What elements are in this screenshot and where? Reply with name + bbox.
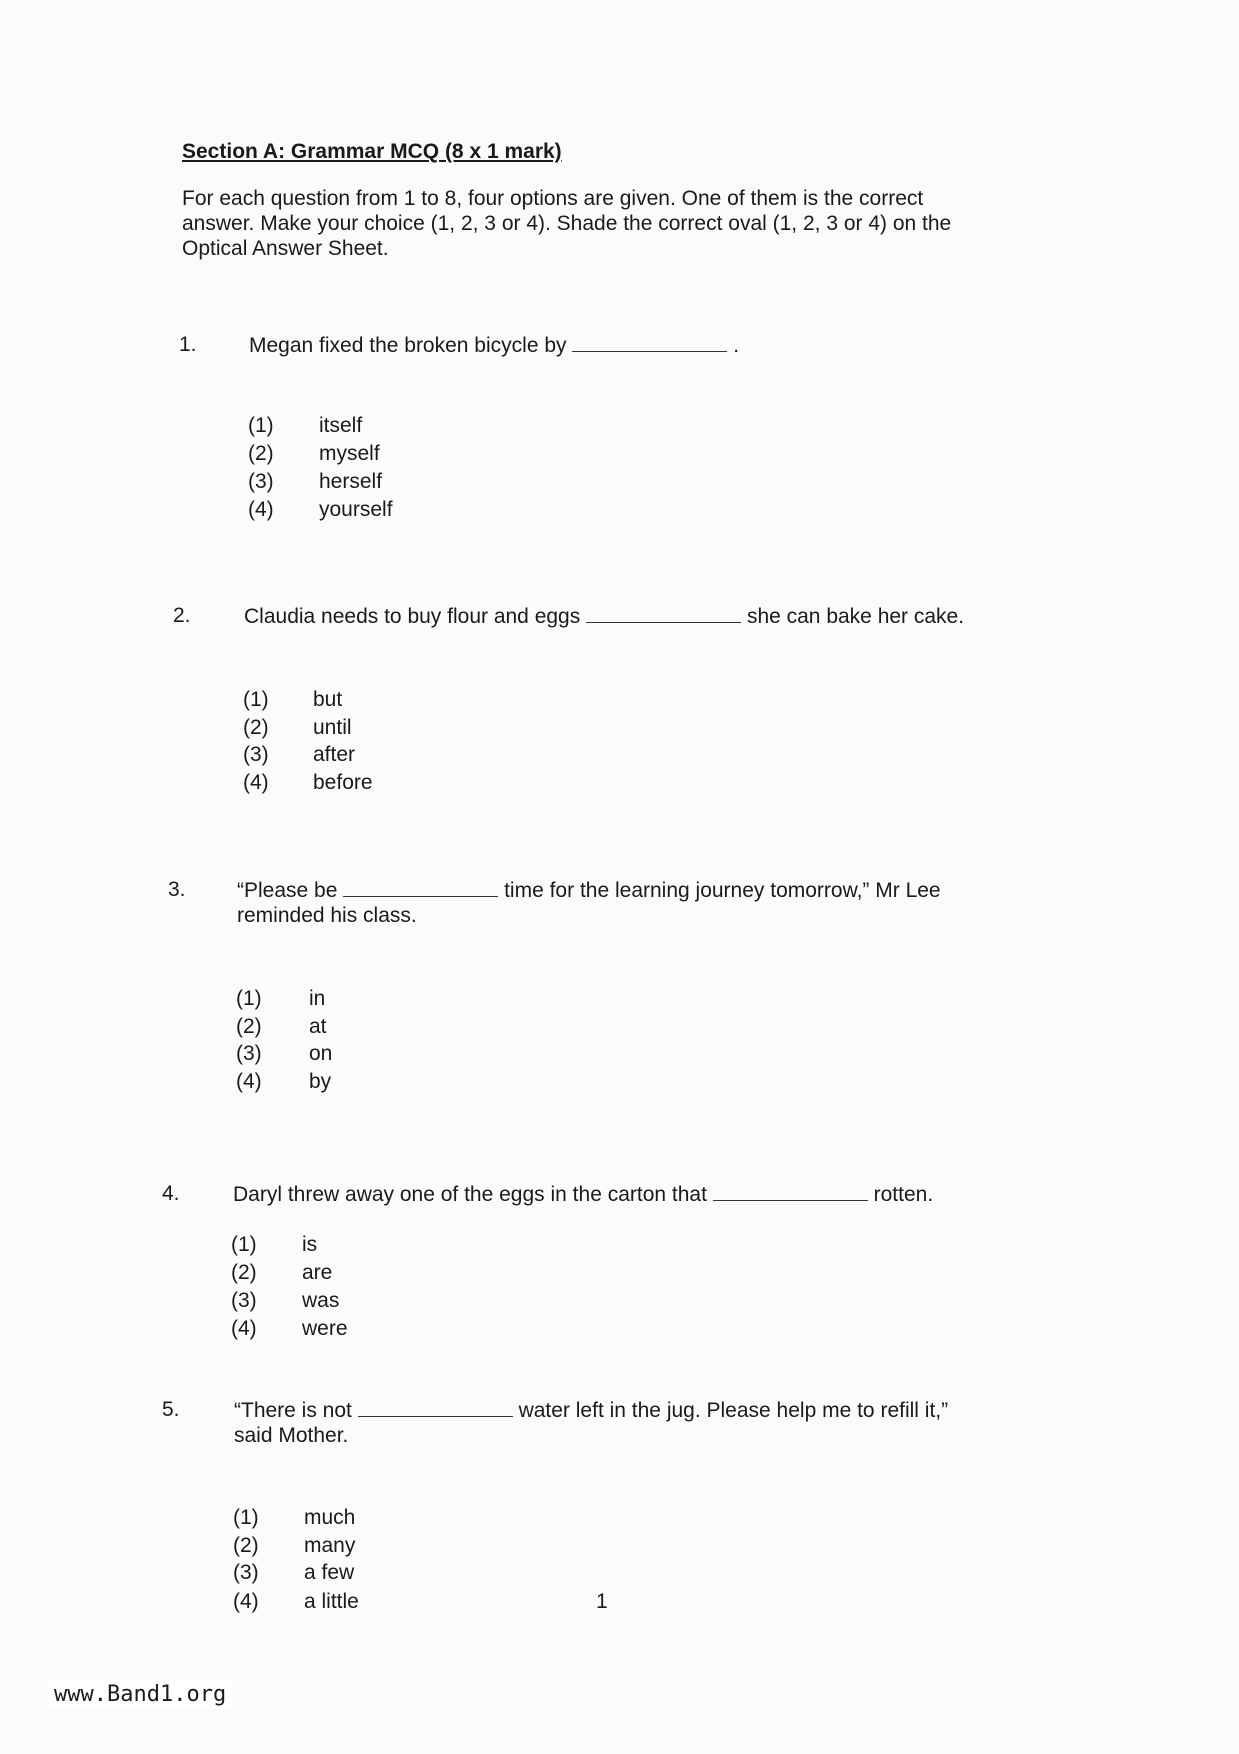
option-label: (1) bbox=[233, 1506, 259, 1529]
option-label: (3) bbox=[231, 1289, 257, 1312]
option-text: in bbox=[309, 987, 326, 1010]
stem-after: she can bake her cake. bbox=[746, 605, 965, 628]
option-text: much bbox=[304, 1506, 356, 1529]
section-heading: Section A: Grammar MCQ (8 x 1 mark) bbox=[182, 140, 562, 163]
option-text: myself bbox=[319, 442, 380, 465]
option-label: (3) bbox=[248, 470, 274, 493]
question-number: 5. bbox=[162, 1398, 180, 1421]
answer-blank bbox=[713, 1182, 868, 1201]
option-label: (4) bbox=[231, 1317, 257, 1340]
option-text: but bbox=[313, 688, 343, 711]
option-text: by bbox=[309, 1070, 332, 1093]
question-number: 3. bbox=[168, 878, 186, 901]
stem-before: “There is not bbox=[234, 1399, 352, 1422]
answer-blank bbox=[572, 333, 727, 352]
option-label: (4) bbox=[248, 498, 274, 521]
option-label: (2) bbox=[231, 1261, 257, 1284]
option-label: (1) bbox=[231, 1233, 257, 1256]
option-label: (4) bbox=[236, 1070, 262, 1093]
option-label: (3) bbox=[233, 1561, 259, 1584]
stem-after: water left in the jug. Please help me to refill it,” bbox=[518, 1399, 949, 1422]
page-number: 1 bbox=[596, 1590, 608, 1613]
footer-watermark: www.Band1.org bbox=[48, 1680, 232, 1709]
stem-after: time for the learning journey tomorrow,” Mr Lee bbox=[504, 879, 941, 902]
option-text: after bbox=[313, 743, 356, 766]
stem-line-2: said Mother. bbox=[234, 1424, 349, 1447]
stem-before: Daryl threw away one of the eggs in the carton that bbox=[233, 1183, 707, 1206]
option-label: (3) bbox=[243, 743, 269, 766]
stem-before: Megan fixed the broken bicycle by bbox=[249, 334, 567, 357]
option-text: at bbox=[309, 1015, 327, 1038]
option-label: (1) bbox=[236, 987, 262, 1010]
option-text: herself bbox=[319, 470, 383, 493]
question-number: 4. bbox=[162, 1182, 180, 1205]
option-text: itself bbox=[319, 414, 363, 437]
option-text: yourself bbox=[319, 498, 393, 521]
option-text: on bbox=[309, 1042, 333, 1065]
question-number: 1. bbox=[179, 333, 197, 356]
instructions-line-2: answer. Make your choice (1, 2, 3 or 4). Shade the correct oval (1, 2, 3 or 4) on the bbox=[182, 212, 952, 235]
option-label: (2) bbox=[243, 716, 269, 739]
question-stem bbox=[234, 1398, 948, 1423]
stem-before: Claudia needs to buy flour and eggs bbox=[244, 605, 581, 628]
question-number: 2. bbox=[173, 604, 191, 627]
answer-blank bbox=[358, 1398, 513, 1417]
option-text: is bbox=[302, 1233, 318, 1256]
option-label: (1) bbox=[248, 414, 274, 437]
option-text: before bbox=[313, 771, 373, 794]
stem-after: . bbox=[733, 334, 740, 357]
option-label: (2) bbox=[236, 1015, 262, 1038]
option-label: (3) bbox=[236, 1042, 262, 1065]
option-label: (1) bbox=[243, 688, 269, 711]
option-label: (2) bbox=[248, 442, 274, 465]
option-label: (2) bbox=[233, 1534, 259, 1557]
option-text: until bbox=[313, 716, 352, 739]
stem-before: “Please be bbox=[237, 879, 338, 902]
option-label: (4) bbox=[233, 1590, 259, 1613]
option-text: were bbox=[302, 1317, 348, 1340]
option-text: a little bbox=[304, 1590, 359, 1613]
question-stem bbox=[249, 333, 739, 358]
option-text: a few bbox=[304, 1561, 355, 1584]
option-text: are bbox=[302, 1261, 333, 1284]
option-label: (4) bbox=[243, 771, 269, 794]
question-stem bbox=[244, 604, 964, 629]
instructions-line-3: Optical Answer Sheet. bbox=[182, 237, 389, 260]
instructions-line-1: For each question from 1 to 8, four options are given. One of them is the correct bbox=[182, 187, 924, 210]
stem-after: rotten. bbox=[873, 1183, 934, 1206]
answer-blank bbox=[343, 878, 498, 897]
stem-line-2: reminded his class. bbox=[237, 904, 417, 927]
option-text: many bbox=[304, 1534, 356, 1557]
question-stem bbox=[237, 878, 941, 903]
option-text: was bbox=[302, 1289, 340, 1312]
question-stem bbox=[233, 1182, 933, 1207]
answer-blank bbox=[586, 604, 741, 623]
